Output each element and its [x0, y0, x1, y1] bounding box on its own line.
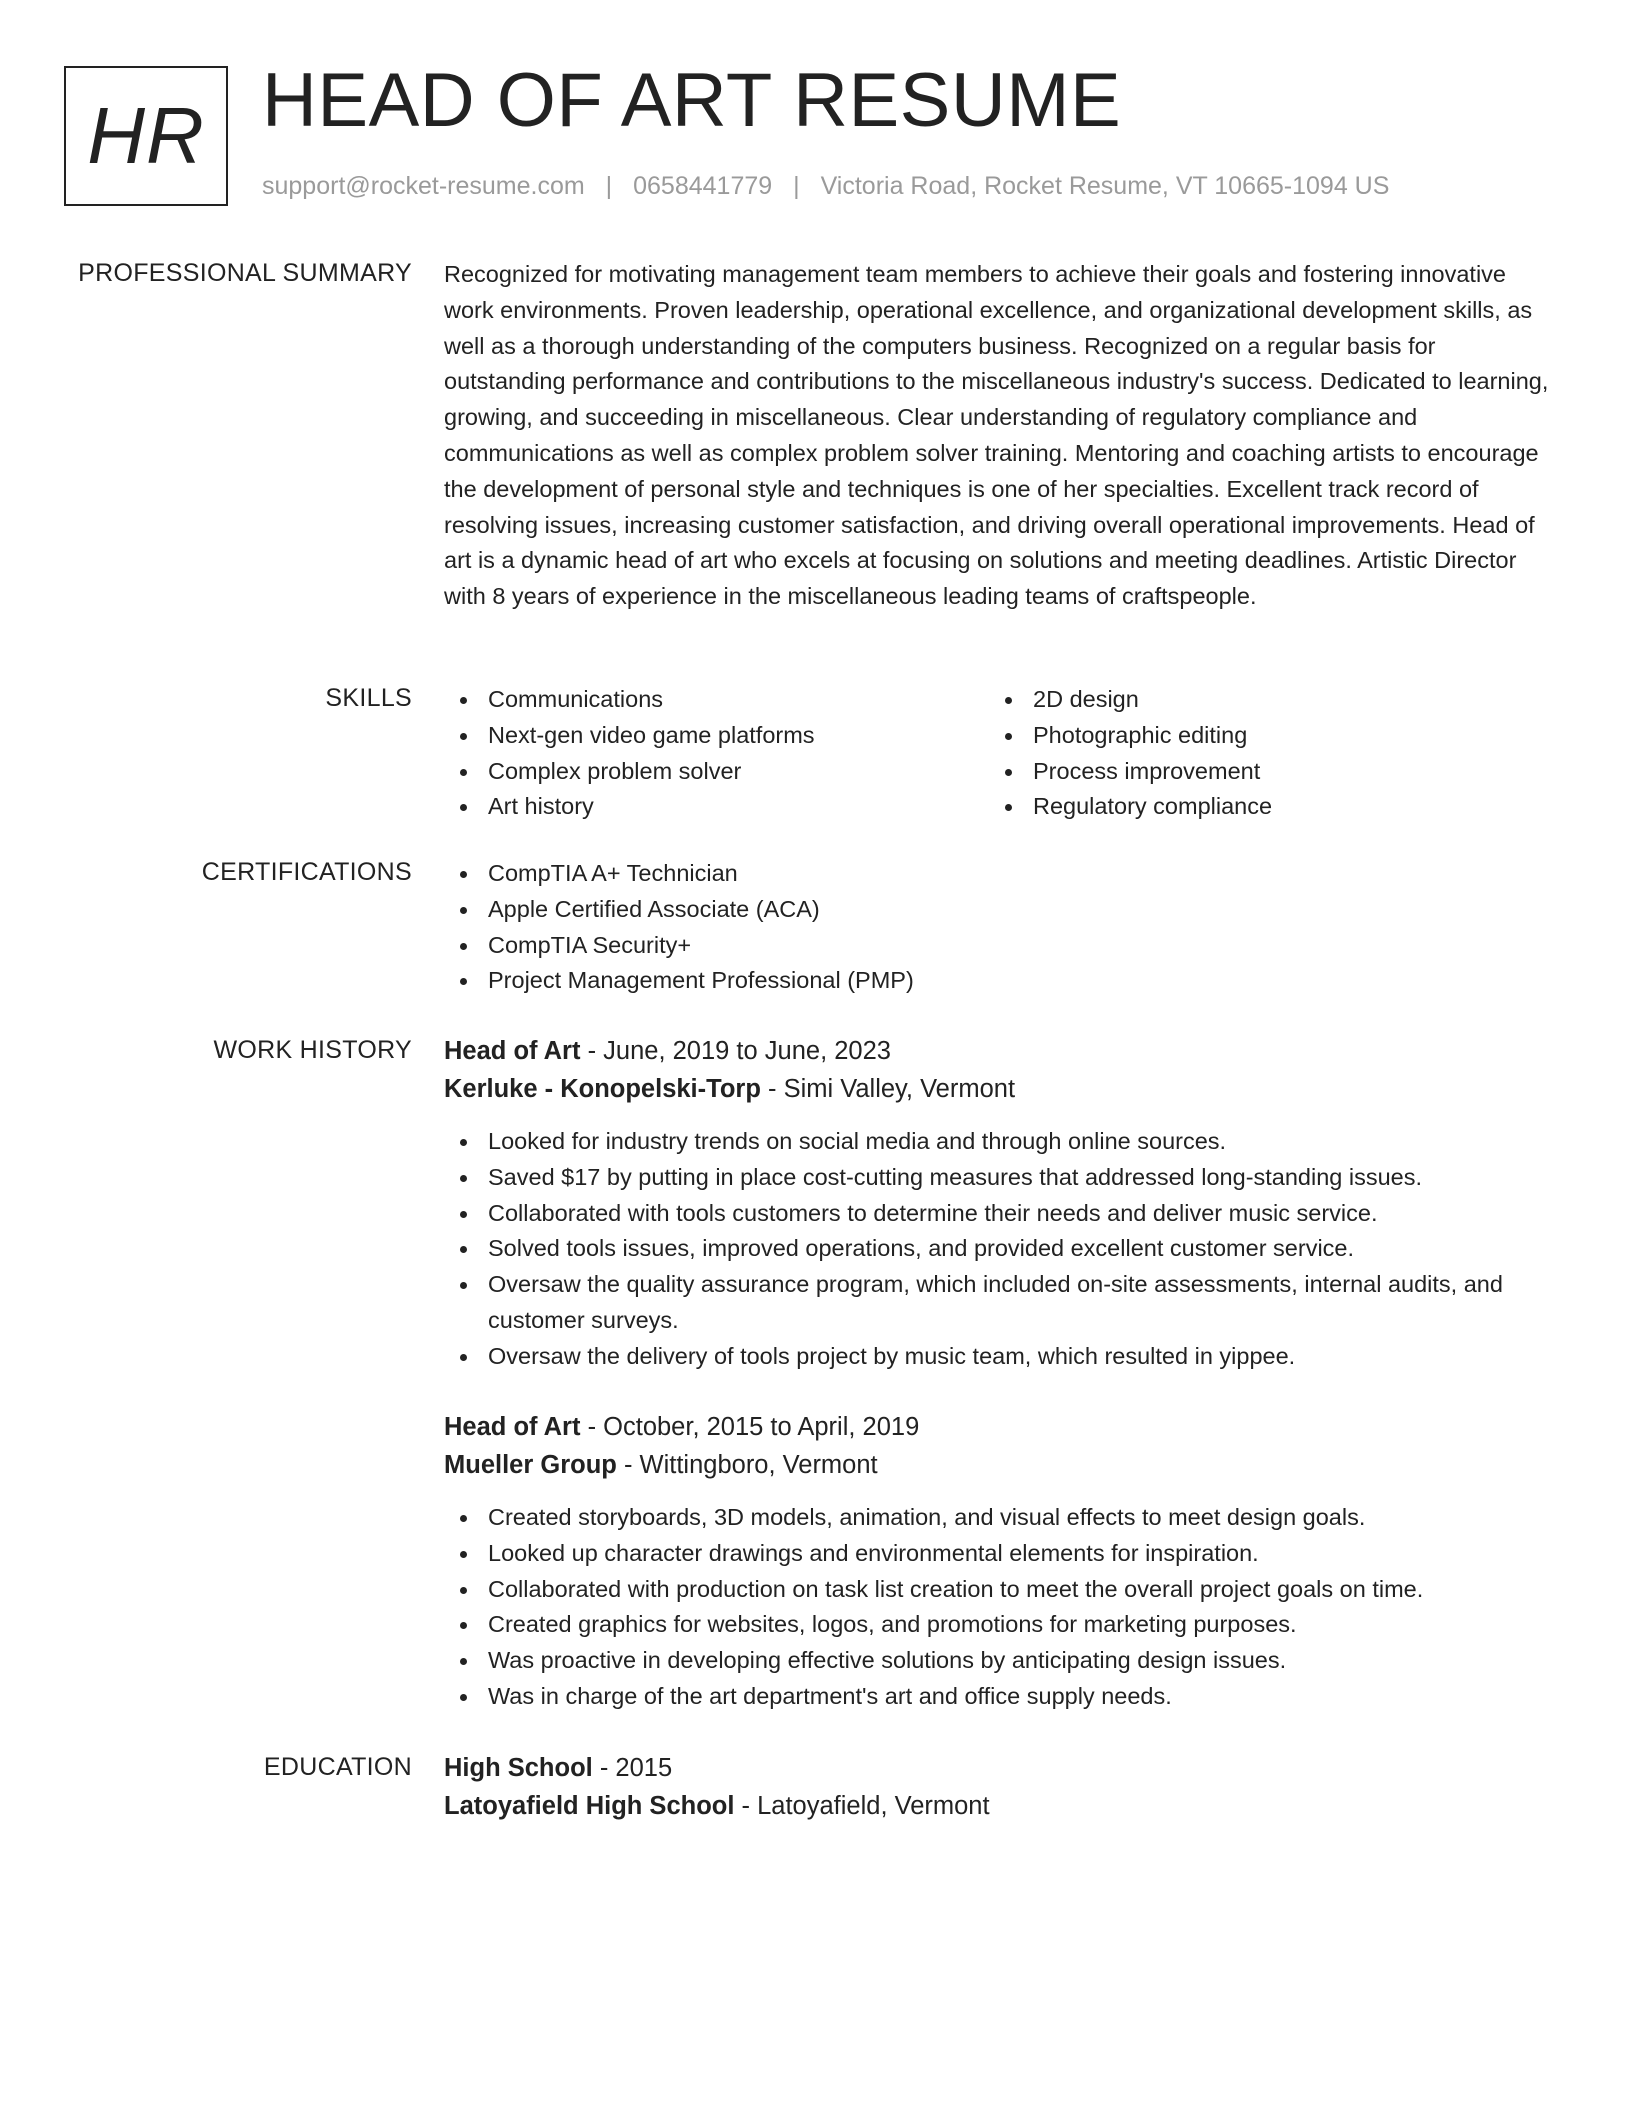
education-section: [444, 1749, 1560, 1825]
certification-item: Apple Certified Associate (ACA): [444, 892, 1560, 928]
contact-phone[interactable]: 0658441779: [633, 172, 773, 200]
skill-item: Art history: [444, 789, 989, 825]
job-title: Head of Art: [444, 1413, 581, 1441]
contact-address: Victoria Road, Rocket Resume, VT 10665-1094 US: [820, 172, 1390, 200]
section-label-work-history: WORK HISTORY: [213, 1036, 412, 1064]
job-title: Head of Art: [444, 1037, 581, 1065]
skill-item: Process improvement: [989, 754, 1534, 790]
job-company-line: [444, 1070, 1560, 1108]
education-degree: High School: [444, 1754, 593, 1782]
skill-item: Regulatory compliance: [989, 789, 1534, 825]
job-duty-item: Collaborated with production on task list creation to meet the overall project goals on time.: [444, 1572, 1560, 1608]
education-year: - 2015: [592, 1754, 673, 1782]
certification-item: CompTIA Security+: [444, 928, 1560, 964]
skill-item: Communications: [444, 682, 989, 718]
job-entry: [444, 1032, 1560, 1375]
monogram-initials: HR: [87, 91, 205, 180]
contact-separator: |: [793, 172, 800, 200]
job-duty-item: Looked up character drawings and environmental elements for inspiration.: [444, 1536, 1560, 1572]
skills-list-right: [989, 682, 1534, 825]
job-company: Mueller Group: [444, 1451, 617, 1479]
job-duty-item: Solved tools issues, improved operations, and provided excellent customer service.: [444, 1231, 1560, 1267]
contact-line: [262, 172, 1389, 201]
contact-separator: |: [605, 172, 613, 200]
education-degree-line: [444, 1749, 1560, 1787]
skills-list-left: [444, 682, 989, 825]
summary-section: [444, 257, 1560, 615]
certifications-list: [444, 856, 1560, 999]
job-title-line: [444, 1408, 1560, 1446]
job-company: Kerluke - Konopelski-Torp: [444, 1075, 761, 1103]
job-duties-list: [444, 1124, 1560, 1375]
skill-item: 2D design: [989, 682, 1534, 718]
job-duty-item: Was proactive in developing effective solutions by anticipating design issues.: [444, 1643, 1560, 1679]
certifications-section: [444, 856, 1560, 999]
education-school: Latoyafield High School: [444, 1792, 735, 1820]
job-duty-item: Oversaw the delivery of tools project by music team, which resulted in yippee.: [444, 1339, 1560, 1375]
monogram-logo: [64, 66, 228, 206]
education-school-line: [444, 1787, 1560, 1825]
job-duty-item: Collaborated with tools customers to determine their needs and deliver music service.: [444, 1196, 1560, 1232]
job-location: - Wittingboro, Vermont: [616, 1451, 878, 1479]
contact-email[interactable]: support@rocket-resume.com: [262, 172, 585, 200]
job-duties-list: [444, 1500, 1560, 1715]
job-duty-item: Saved $17 by putting in place cost-cutting measures that addressed long-standing issues.: [444, 1160, 1560, 1196]
job-duty-item: Was in charge of the art department's art and office supply needs.: [444, 1679, 1560, 1715]
summary-text: Recognized for motivating management team members to achieve their goals and fostering innovative work environments. Proven leadership, operational excellence, and organizational development skills, as well as a thorough understanding of the computers business. Recognized on a regular basis for outstanding performance and contributions to the miscellaneous industry's success. Dedicated to learning, growing, and succeeding in miscellaneous. Clear understanding of regulatory compliance and communications as well as complex problem solver training. Mentoring and coaching artists to encourage the development of personal style and techniques is one of her specialties. Excellent track record of resolving issues, increasing customer satisfaction, and driving overall operational improvements. Head of art is a dynamic head of art who excels at focusing on solutions and meeting deadlines. Artistic Director with 8 years of experience in the miscellaneous leading teams of craftspeople.: [444, 261, 1549, 610]
job-location: - Simi Valley, Vermont: [760, 1075, 1016, 1103]
job-duty-item: Created storyboards, 3D models, animation, and visual effects to meet design goals.: [444, 1500, 1560, 1536]
section-label-education: EDUCATION: [263, 1753, 412, 1781]
job-company-line: [444, 1446, 1560, 1484]
job-duty-item: Created graphics for websites, logos, and promotions for marketing purposes.: [444, 1607, 1560, 1643]
section-label-summary: PROFESSIONAL SUMMARY: [78, 259, 412, 287]
section-label-certifications: CERTIFICATIONS: [201, 858, 412, 886]
job-entry: [444, 1408, 1560, 1715]
skill-item: Complex problem solver: [444, 754, 989, 790]
resume-title: HEAD OF ART RESUME: [262, 58, 1122, 143]
job-duty-item: Looked for industry trends on social media and through online sources.: [444, 1124, 1560, 1160]
certification-item: CompTIA A+ Technician: [444, 856, 1560, 892]
job-dates: - October, 2015 to April, 2019: [580, 1413, 920, 1441]
job-dates: - June, 2019 to June, 2023: [580, 1037, 891, 1065]
skills-section: [444, 682, 1560, 825]
certification-item: Project Management Professional (PMP): [444, 963, 1560, 999]
section-label-skills: SKILLS: [325, 684, 412, 712]
job-duty-item: Oversaw the quality assurance program, which included on-site assessments, internal audits, and customer surveys.: [444, 1267, 1560, 1339]
skill-item: Next-gen video game platforms: [444, 718, 989, 754]
education-location: - Latoyafield, Vermont: [734, 1792, 990, 1820]
skill-item: Photographic editing: [989, 718, 1534, 754]
job-title-line: [444, 1032, 1560, 1070]
